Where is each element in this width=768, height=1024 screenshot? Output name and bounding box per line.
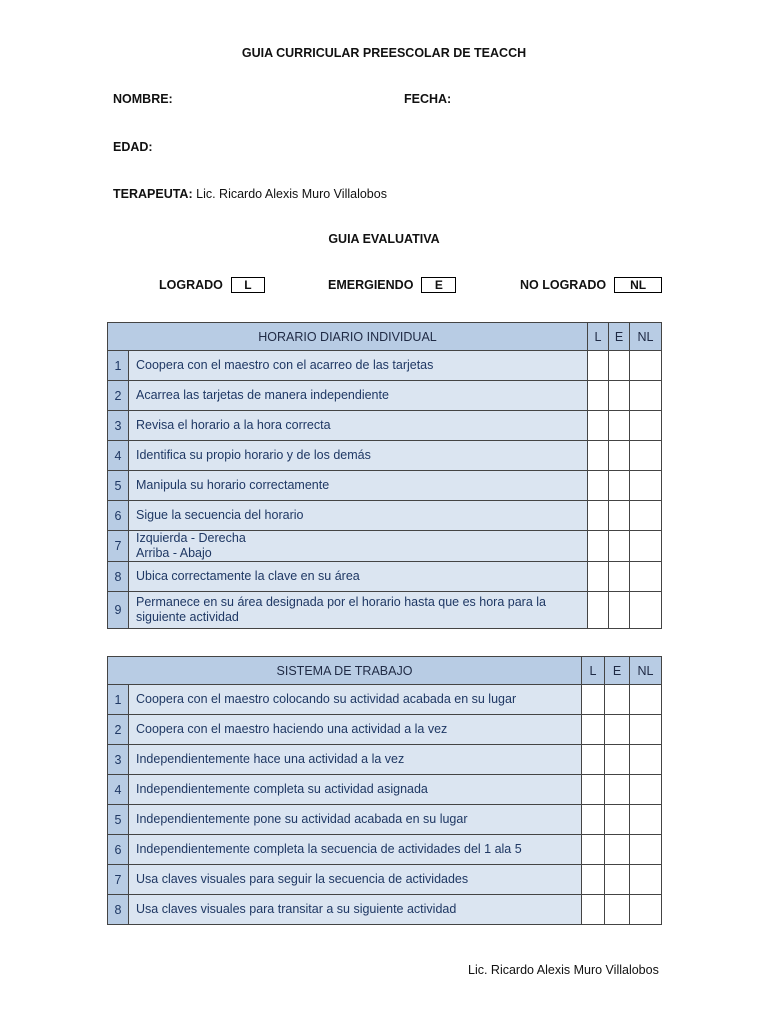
column-e: E (609, 323, 630, 351)
checkbox-cell-nl[interactable] (630, 441, 662, 471)
row-number: 9 (108, 592, 129, 629)
table-row (108, 471, 662, 501)
table-header-row (108, 657, 662, 685)
checkbox-cell-l[interactable] (582, 775, 605, 805)
row-number: 8 (108, 895, 129, 925)
checkbox-cell-l[interactable] (588, 592, 609, 629)
row-number: 7 (108, 531, 129, 562)
checkbox-cell-l[interactable] (588, 351, 609, 381)
row-number: 5 (108, 471, 129, 501)
checkbox-cell-e[interactable] (605, 685, 630, 715)
checkbox-cell-l[interactable] (588, 411, 609, 441)
table-row (108, 745, 662, 775)
checkbox-cell-nl[interactable] (630, 471, 662, 501)
criterion-text: Ubica correctamente la clave en su área (136, 569, 360, 583)
criterion-text: Permanece en su área designada por el horario hasta que es hora para la (136, 595, 546, 609)
table-body (108, 351, 662, 629)
checkbox-cell-e[interactable] (609, 471, 630, 501)
row-number: 3 (108, 745, 129, 775)
checkbox-cell-l[interactable] (582, 715, 605, 745)
criterion-text: Coopera con el maestro haciendo una actividad a la vez (136, 722, 448, 736)
table-row (108, 351, 662, 381)
table-title: SISTEMA DE TRABAJO (108, 657, 582, 685)
column-l: L (582, 657, 605, 685)
table-row (108, 441, 662, 471)
legend-logrado-code: L (231, 277, 265, 293)
row-criterion (129, 562, 588, 592)
row-number: 6 (108, 501, 129, 531)
table-row (108, 895, 662, 925)
row-criterion (129, 381, 588, 411)
column-l: L (588, 323, 609, 351)
checkbox-cell-l[interactable] (588, 381, 609, 411)
checkbox-cell-e[interactable] (605, 745, 630, 775)
checkbox-cell-e[interactable] (609, 351, 630, 381)
checkbox-cell-e[interactable] (609, 531, 630, 562)
row-number: 2 (108, 715, 129, 745)
checkbox-cell-l[interactable] (588, 441, 609, 471)
legend-emergiendo-code: E (421, 277, 456, 293)
checkbox-cell-e[interactable] (609, 592, 630, 629)
row-number: 6 (108, 835, 129, 865)
checkbox-cell-e[interactable] (609, 411, 630, 441)
row-criterion (129, 895, 582, 925)
criterion-text: Independientemente completa la secuencia de actividades del 1 ala 5 (136, 842, 522, 856)
nombre-label: NOMBRE: (113, 92, 173, 106)
row-criterion (129, 745, 582, 775)
checkbox-cell-nl[interactable] (630, 411, 662, 441)
criterion-text: Sigue la secuencia del horario (136, 508, 304, 522)
checkbox-cell-nl[interactable] (630, 805, 662, 835)
checkbox-cell-l[interactable] (582, 685, 605, 715)
table-row (108, 835, 662, 865)
table-row (108, 592, 662, 629)
row-criterion (129, 592, 588, 629)
terapeuta-line (113, 187, 387, 201)
document-title: GUIA CURRICULAR PREESCOLAR DE TEACCH (241, 46, 527, 60)
checkbox-cell-nl[interactable] (630, 715, 662, 745)
row-criterion (129, 805, 582, 835)
row-criterion (129, 471, 588, 501)
criterion-text: Usa claves visuales para seguir la secuencia de actividades (136, 872, 469, 886)
checkbox-cell-nl[interactable] (630, 501, 662, 531)
legend-logrado-label: LOGRADO (159, 278, 223, 292)
checkbox-cell-e[interactable] (605, 715, 630, 745)
checkbox-cell-l[interactable] (582, 895, 605, 925)
terapeuta-value: Lic. Ricardo Alexis Muro Villalobos (196, 187, 387, 201)
column-nl: NL (630, 657, 662, 685)
checkbox-cell-l[interactable] (582, 865, 605, 895)
criterion-text: Acarrea las tarjetas de manera independiente (136, 388, 389, 402)
evaluation-title: GUIA EVALUATIVA (328, 232, 440, 246)
horario-table (107, 322, 662, 629)
table-row (108, 411, 662, 441)
legend-logrado (159, 277, 265, 293)
table-header-row (108, 323, 662, 351)
legend-emergiendo-label: EMERGIENDO (328, 278, 414, 292)
checkbox-cell-e[interactable] (605, 865, 630, 895)
table-row (108, 715, 662, 745)
checkbox-cell-l[interactable] (588, 562, 609, 592)
table-title: HORARIO DIARIO INDIVIDUAL (108, 323, 588, 351)
row-criterion (129, 501, 588, 531)
edad-label: EDAD: (113, 140, 153, 154)
table-row (108, 562, 662, 592)
checkbox-cell-nl[interactable] (630, 745, 662, 775)
legend-emergiendo (328, 277, 456, 293)
legend-no-logrado-label: NO LOGRADO (520, 278, 607, 292)
row-number: 5 (108, 805, 129, 835)
criterion-text: Manipula su horario correctamente (136, 478, 330, 492)
checkbox-cell-e[interactable] (605, 835, 630, 865)
criterion-text: Izquierda - Derecha (136, 531, 246, 545)
table-row (108, 381, 662, 411)
table-row (108, 685, 662, 715)
row-number: 1 (108, 351, 129, 381)
row-criterion (129, 775, 582, 805)
footer-signature: Lic. Ricardo Alexis Muro Villalobos (468, 963, 659, 977)
checkbox-cell-e[interactable] (605, 895, 630, 925)
row-criterion (129, 685, 582, 715)
table-row (108, 531, 662, 562)
checkbox-cell-e[interactable] (609, 441, 630, 471)
column-e: E (605, 657, 630, 685)
criterion-text: Independientemente hace una actividad a la vez (136, 752, 405, 766)
terapeuta-label: TERAPEUTA: (113, 187, 193, 201)
checkbox-cell-nl[interactable] (630, 835, 662, 865)
table-body (108, 685, 662, 925)
fecha-label: FECHA: (404, 92, 452, 106)
checkbox-cell-nl[interactable] (630, 531, 662, 562)
row-criterion (129, 865, 582, 895)
sistema-trabajo-table (107, 656, 662, 925)
checkbox-cell-l[interactable] (582, 835, 605, 865)
checkbox-cell-e[interactable] (609, 562, 630, 592)
row-number: 4 (108, 441, 129, 471)
checkbox-cell-nl[interactable] (630, 685, 662, 715)
checkbox-cell-l[interactable] (588, 531, 609, 562)
row-number: 1 (108, 685, 129, 715)
criterion-text-line2: siguiente actividad (136, 610, 239, 624)
checkbox-cell-nl[interactable] (630, 562, 662, 592)
checkbox-cell-nl[interactable] (630, 865, 662, 895)
table-row (108, 805, 662, 835)
table-row (108, 501, 662, 531)
checkbox-cell-e[interactable] (609, 381, 630, 411)
checkbox-cell-nl[interactable] (630, 775, 662, 805)
checkbox-cell-nl[interactable] (630, 351, 662, 381)
criterion-text-line2: Arriba - Abajo (136, 546, 212, 560)
legend-no-logrado (520, 277, 662, 293)
checkbox-cell-l[interactable] (588, 471, 609, 501)
checkbox-cell-nl[interactable] (630, 381, 662, 411)
row-criterion (129, 351, 588, 381)
checkbox-cell-nl[interactable] (630, 592, 662, 629)
criterion-text: Usa claves visuales para transitar a su siguiente actividad (136, 902, 457, 916)
criterion-text: Identifica su propio horario y de los demás (136, 448, 371, 462)
checkbox-cell-l[interactable] (582, 805, 605, 835)
row-number: 2 (108, 381, 129, 411)
checkbox-cell-l[interactable] (582, 745, 605, 775)
column-nl: NL (630, 323, 662, 351)
row-number: 7 (108, 865, 129, 895)
row-number: 4 (108, 775, 129, 805)
criterion-text: Independientemente pone su actividad acabada en su lugar (136, 812, 468, 826)
row-criterion (129, 411, 588, 441)
checkbox-cell-e[interactable] (605, 805, 630, 835)
criterion-text: Coopera con el maestro colocando su actividad acabada en su lugar (136, 692, 517, 706)
row-number: 3 (108, 411, 129, 441)
row-criterion (129, 531, 588, 562)
checkbox-cell-e[interactable] (609, 501, 630, 531)
row-criterion (129, 835, 582, 865)
checkbox-cell-e[interactable] (605, 775, 630, 805)
table-row (108, 865, 662, 895)
table-row (108, 775, 662, 805)
row-criterion (129, 441, 588, 471)
row-number: 8 (108, 562, 129, 592)
criterion-text: Coopera con el maestro con el acarreo de las tarjetas (136, 358, 434, 372)
row-criterion (129, 715, 582, 745)
legend-no-logrado-code: NL (614, 277, 662, 293)
checkbox-cell-nl[interactable] (630, 895, 662, 925)
criterion-text: Revisa el horario a la hora correcta (136, 418, 331, 432)
checkbox-cell-l[interactable] (588, 501, 609, 531)
criterion-text: Independientemente completa su actividad asignada (136, 782, 428, 796)
